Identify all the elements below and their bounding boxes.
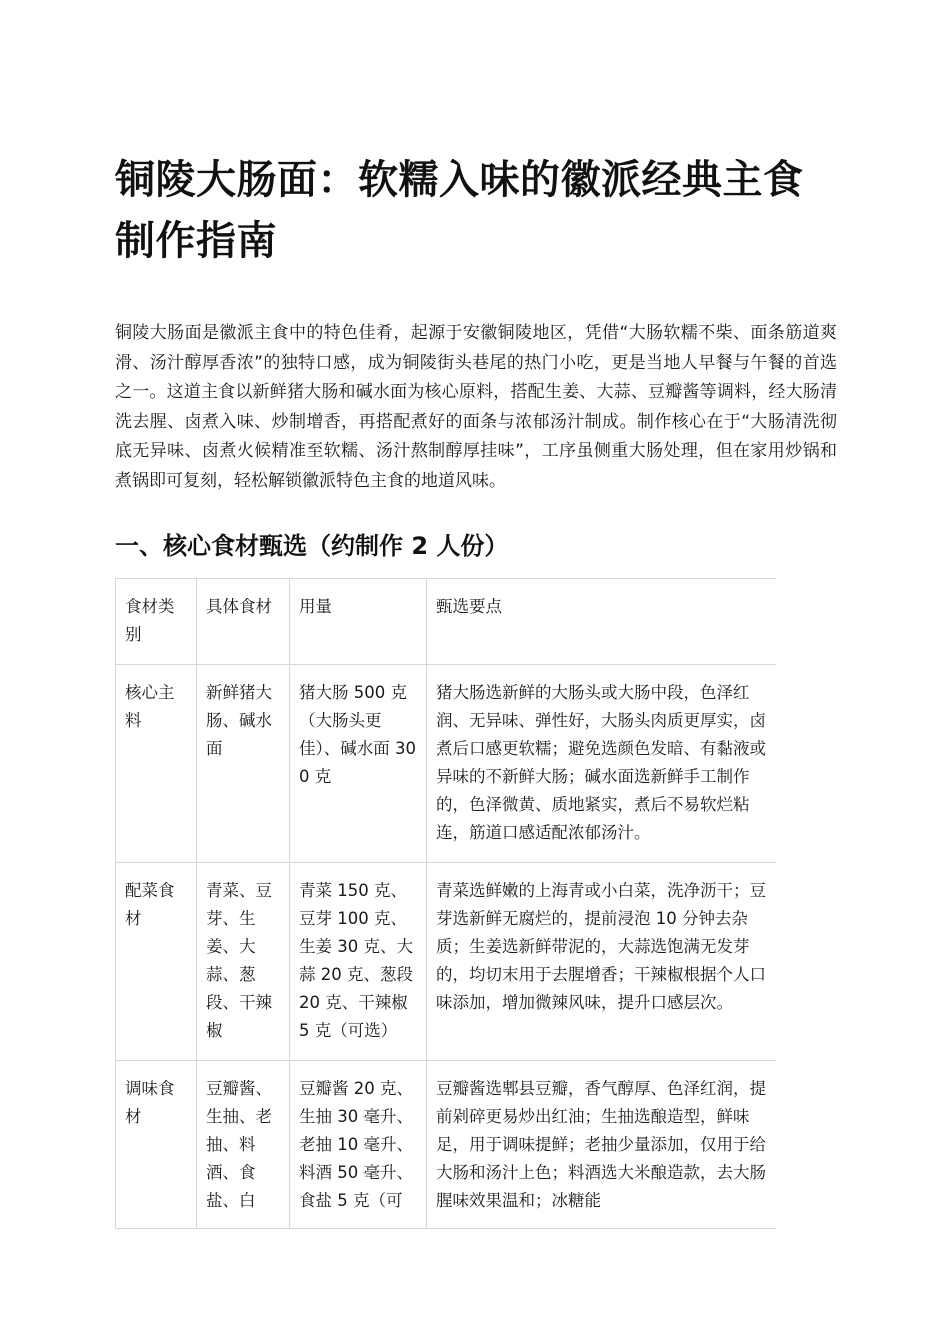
cell-category: 配菜食材	[116, 863, 197, 1061]
cell-tips: 豆瓣酱选郫县豆瓣，香气醇厚、色泽红润，提前剁碎更易炒出红油；生抽选酿造型，鲜味足，用于调味提鲜；老抽少量添加，仅用于给大肠和汤汁上色；料酒选大米酿造款，去大肠腥味效果温和；冰糖能	[427, 1061, 777, 1230]
cell-items: 青菜、豆芽、生姜、大蒜、葱段、干辣椒	[197, 863, 290, 1061]
cell-items: 新鲜猪大肠、碱水面	[197, 665, 290, 863]
cell-category: 调味食材	[116, 1061, 197, 1230]
ingredients-table-wrapper	[115, 578, 776, 1229]
ingredients-table	[115, 578, 776, 1229]
table-row	[116, 1061, 777, 1230]
header-tips: 甄选要点	[427, 579, 777, 665]
header-amount: 用量	[290, 579, 427, 665]
cell-amount: 猪大肠 500 克（大肠头更佳）、碱水面 300 克	[290, 665, 427, 863]
intro-paragraph: 铜陵大肠面是徽派主食中的特色佳肴，起源于安徽铜陵地区，凭借“大肠软糯不柴、面条筋道爽滑、汤汁醇厚香浓”的独特口感，成为铜陵街头巷尾的热门小吃，更是当地人早餐与午餐的首选之一。这道主食以新鲜猪大肠和碱水面为核心原料，搭配生姜、大蒜、豆瓣酱等调料，经大肠清洗去腥、卤煮入味、炒制增香，再搭配煮好的面条与浓郁汤汁制成。制作核心在于“大肠清洗彻底无异味、卤煮火候精准至软糯、汤汁熬制醇厚挂味”，工序虽侧重大肠处理，但在家用炒锅和煮锅即可复刻，轻松解锁徽派特色主食的地道风味。	[115, 323, 837, 491]
cell-tips: 青菜选鲜嫩的上海青或小白菜，洗净沥干；豆芽选新鲜无腐烂的，提前浸泡 10 分钟去杂质；生姜选新鲜带泥的，大蒜选饱满无发芽的，均切末用于去腥增香；干辣椒根据个人口味添加，增加微辣风味，提升口感层次。	[427, 863, 777, 1061]
cell-items: 豆瓣酱、生抽、老抽、料酒、食盐、白	[197, 1061, 290, 1230]
cell-category: 核心主料	[116, 665, 197, 863]
document-page	[115, 150, 837, 1229]
table-header-row	[116, 579, 777, 665]
header-items: 具体食材	[197, 579, 290, 665]
table-row	[116, 665, 777, 863]
cell-tips: 猪大肠选新鲜的大肠头或大肠中段，色泽红润、无异味、弹性好，大肠头肉质更厚实，卤煮后口感更软糯；避免选颜色发暗、有黏液或异味的不新鲜大肠；碱水面选新鲜手工制作的，色泽微黄、质地紧实，煮后不易软烂粘连，筋道口感适配浓郁汤汁。	[427, 665, 777, 863]
cell-amount: 豆瓣酱 20 克、生抽 30 毫升、老抽 10 毫升、料酒 50 毫升、食盐 5 克（可	[290, 1061, 427, 1230]
section-heading-ingredients: 一、核心食材甄选（约制作 2 人份）	[115, 532, 509, 560]
page-title: 铜陵大肠面：软糯入味的徽派经典主食制作指南	[115, 157, 804, 264]
table-row	[116, 863, 777, 1061]
cell-amount: 青菜 150 克、豆芽 100 克、生姜 30 克、大蒜 20 克、葱段 20 克、干辣椒 5 克（可选）	[290, 863, 427, 1061]
header-category: 食材类别	[116, 579, 197, 665]
